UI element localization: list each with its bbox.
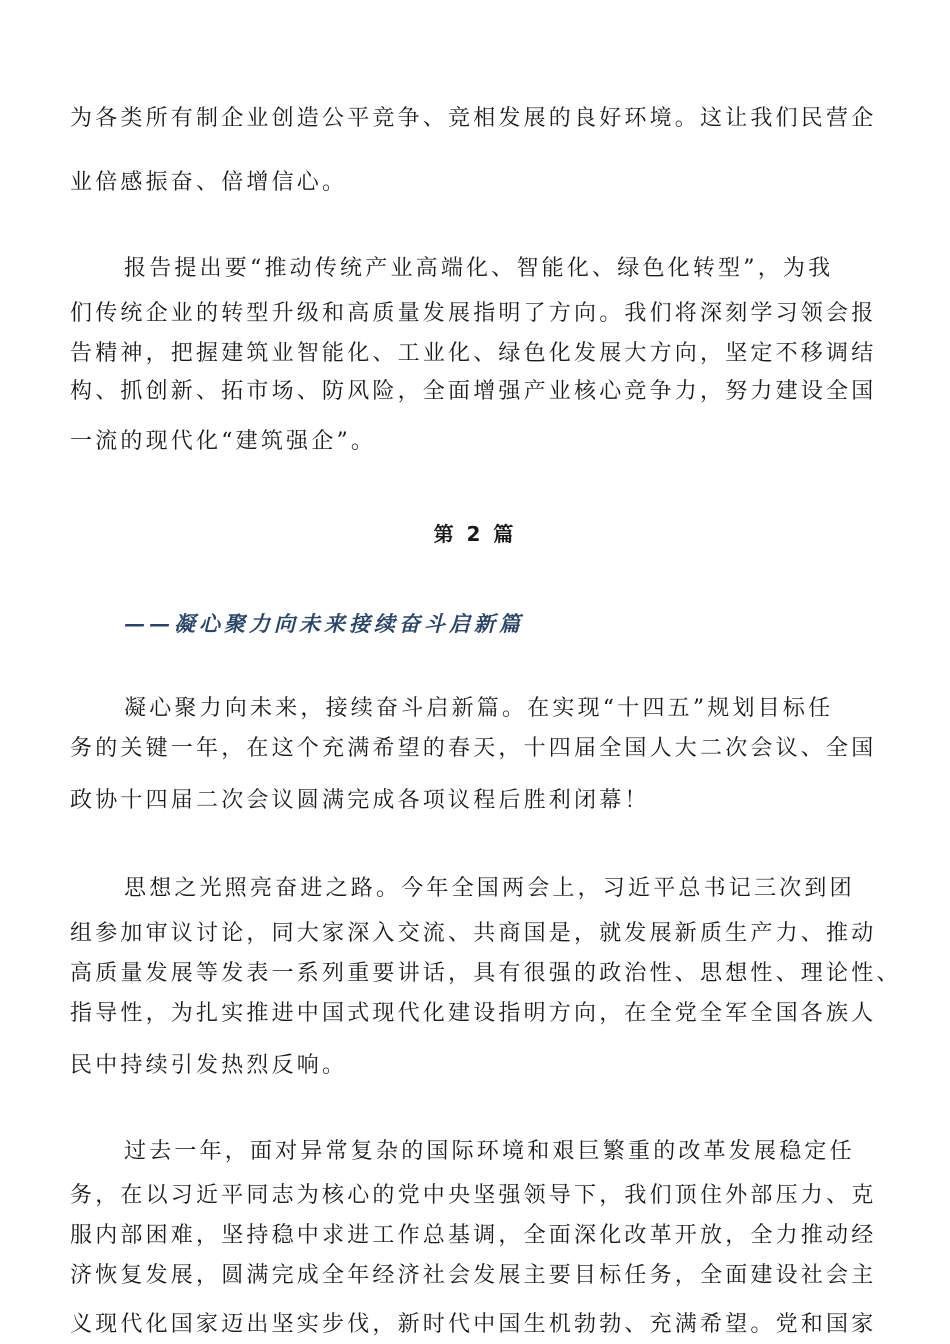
paragraph-line: 告精神，把握建筑业智能化、工业化、绿色化发展大方向，坚定不移调结: [70, 341, 877, 366]
section-subtitle: ——凝心聚力向未来接续奋斗启新篇: [124, 611, 524, 636]
paragraph-line: 指导性，为扎实推进中国式现代化建设指明方向，在全党全军全国各族人: [70, 1001, 877, 1026]
paragraph-line: 凝心聚力向未来，接续奋斗启新篇。在实现“十四五”规划目标任: [124, 696, 834, 721]
paragraph-line: 思想之光照亮奋进之路。今年全国两会上，习近平总书记三次到团: [124, 876, 855, 901]
paragraph-line: 业倍感振奋、倍增信心。: [70, 170, 348, 195]
paragraph-line: 报告提出要“推动传统产业高端化、智能化、绿色化转型”，为我: [124, 256, 834, 281]
paragraph-line: 组参加审议讨论，同大家深入交流、共商国是，就发展新质生产力、推动: [70, 921, 877, 946]
paragraph-line: 构、抓创新、拓市场、防风险，全面增强产业核心竞争力，努力建设全国: [70, 379, 877, 404]
paragraph-line: 们传统企业的转型升级和高质量发展指明了方向。我们将深刻学习领会报: [70, 301, 877, 326]
paragraph-line: 过去一年，面对异常复杂的国际环境和艰巨繁重的改革发展稳定任: [124, 1139, 855, 1164]
paragraph-line: 济恢复发展，圆满完成全年经济社会发展主要目标任务，全面建设社会主: [70, 1263, 877, 1288]
paragraph-line: 政协十四届二次会议圆满完成各项议程后胜利闭幕！: [70, 788, 650, 813]
paragraph-line: 务，在以习近平同志为核心的党中央坚强领导下，我们顶住外部压力、克: [70, 1183, 877, 1208]
paragraph-line: 一流的现代化“建筑强企”。: [70, 429, 377, 454]
paragraph-line: 为各类所有制企业创造公平竞争、竞相发展的良好环境。这让我们民营企: [70, 106, 877, 131]
paragraph-line: 民中持续引发热烈反响。: [70, 1053, 348, 1078]
paragraph-line: 务的关键一年，在这个充满希望的春天，十四届全国人大二次会议、全国: [70, 736, 877, 761]
paragraph-line: 服内部困难，坚持稳中求进工作总基调，全面深化改革开放，全力推动经: [70, 1223, 877, 1248]
paragraph-line: 高质量发展等发表一系列重要讲话，具有很强的政治性、思想性、理论性、: [70, 961, 902, 986]
section-heading: 第 2 篇: [433, 522, 517, 546]
paragraph-line: 义现代化国家迈出坚实步伐，新时代中国生机勃勃、充满希望。党和国家: [70, 1312, 877, 1337]
